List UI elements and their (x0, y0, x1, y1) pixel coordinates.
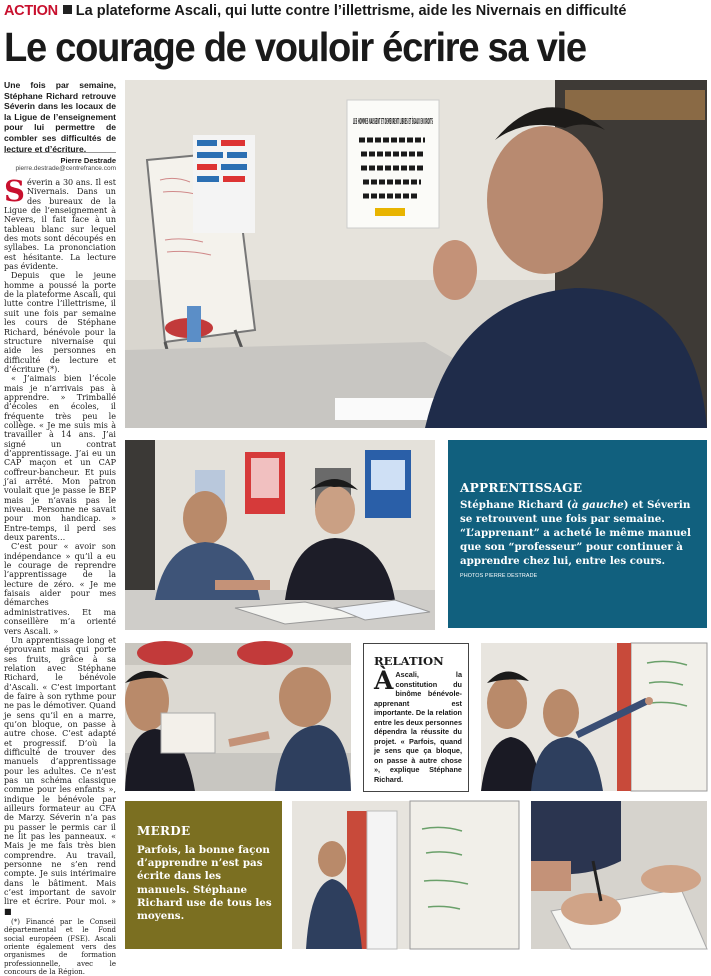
paragraph: C’est pour « avoir son indépendance » qu’il a eu le courage de reprendre l’apprentissage de la lecture de zéro. « Je me faisais aider pour mes démarches administratives. Et ma conseillère m’a orienté vers Ascali. » (4, 542, 116, 636)
poster-text: LES HOMMES NAISSENT ET DEMEURENT LIBRES ET ÉGAUX EN DROITS (353, 117, 433, 126)
drop-cap: S (4, 174, 25, 208)
article-body (4, 174, 116, 976)
paragraph (4, 174, 116, 272)
paragraph: « J’aimais bien l’école mais je n’arrivais pas à apprendre. » Trimballé d’écoles en écoles, il fréquente très peu le collège. « Je me suis mis à travailler à 14 ans. J’ai signé un contrat d’apprentissage. J’ai eu un CAP maçon et un CAP coffreur-bancheur. Et puis j’ai arrêté. Mon patron voulait que je passe le BEP mais je n’avais pas le niveau. Personne ne savait pour mon handicap. » Entre-temps, il perd ses deux parents… (4, 374, 116, 543)
caption-text-part: ) et Séverin se retrouvent une fois par semaine. “L’apprenant” a acheté le même manuel que son “professeur” pour continuer à apprendre chez lui, entre les cours. (460, 499, 691, 567)
caption-box-apprentissage (448, 440, 707, 628)
photo-credit: PHOTOS PIERRE DESTRADE (460, 573, 538, 579)
photo-whiteboard-pointing (481, 643, 707, 791)
main-photo (125, 80, 707, 428)
caption-text-italic: à gauche (571, 499, 624, 511)
photo-writing-hands (531, 801, 707, 949)
photo-pair-working (125, 440, 435, 630)
caption-text-body: Ascali, la constitution du binôme bénévole-apprenant est importante. De la relation entre les deux personnes dépendra la réussite du projet. « Parfois, quand je sens que ça bloque, on passe à autre chose », explique Stéphane Richard. (374, 670, 463, 784)
caption-title: MERDE (137, 824, 191, 838)
caption-text-part: Stéphane Richard ( (460, 499, 572, 511)
caption-box-relation (363, 643, 469, 792)
photo-man-at-board (292, 801, 519, 949)
caption-box-merde (125, 801, 282, 949)
byline (4, 152, 116, 172)
headline: Le courage de vouloir écrire sa vie (4, 24, 586, 70)
caption-title: RELATION (374, 654, 444, 668)
drop-cap: À (374, 666, 394, 695)
author-name: Pierre Destrade (60, 156, 116, 165)
paragraph-text: éverin a 30 ans. Il est Nivernais. Dans un des bureaux de la Ligue de l’enseignement à Nevers, il fait face à un tableau blanc sur lequel des mots sont découpés en syllabes. La prononciation est hésitante. La lecture pas évidente. (4, 178, 116, 272)
article-lead: Une fois par semaine, Stéphane Richard retrouve Séverin dans les locaux de la Ligue de l’enseignement pour lui permettre de combler ses difficultés de lecture et d’écriture. (4, 80, 116, 154)
caption-text: Parfois, la bonne façon d’apprendre n’est pas écrite dans les manuels. Stéphane Richard use de tous les moyens. (137, 844, 272, 923)
footnote: (*) Financé par le Conseil départemental et le Fond social européen (FSE). Ascali oriente également vers des organismes de formation professionnelle, avec le concours de la Région. (4, 918, 116, 976)
photo-pointing-book (125, 643, 351, 791)
caption-text (460, 498, 695, 568)
author-email: pierre.destrade@centrefrance.com (15, 165, 116, 172)
caption-title: APPRENTISSAGE (460, 481, 583, 495)
kicker-text: La plateforme Ascali, qui lutte contre l’illettrisme, aide les Nivernais en difficulté (75, 3, 627, 19)
paragraph: Depuis que le jeune homme a poussé la porte de la plateforme Ascali, qui lutte contre l’illettrisme, il suit une fois par semaine les cours de Stéphane Richard, bénévole pour la structure nivernaise qui aide les personnes en difficulté de lecture et d’écriture (*). (4, 271, 116, 374)
paragraph: Un apprentissage long et éprouvant mais qui porte ses fruits, grâce à sa relation avec Stéphane Richard, le bénévole d’Ascali. « C’est important de faire à son rythme pour ne pas le démotiver. Quand je sens qu’il en a marre, qu’on bloque, on passe à autre chose. C’est adapté et progressif. D’où la difficulté de trouver des manuels d’apprentissage pour les adultes. Ce n’est pas un schéma classique comme pour les enfants », indique le bénévole par ailleurs formateur au CFA de Marzy. Séverin n’a pas pu passer le permis car il ne lit pas les panneaux. « Mais je me fais très bien comprendre. Au travail, personne ne s’en rend compte. Je suis intérimaire dans le bâtiment. Mais c’est important de savoir lire et écrire. Pour moi. » ■ (4, 635, 116, 916)
section-tag: ACTION (4, 3, 58, 19)
caption-text (374, 666, 463, 784)
square-bullet-icon (63, 5, 72, 14)
